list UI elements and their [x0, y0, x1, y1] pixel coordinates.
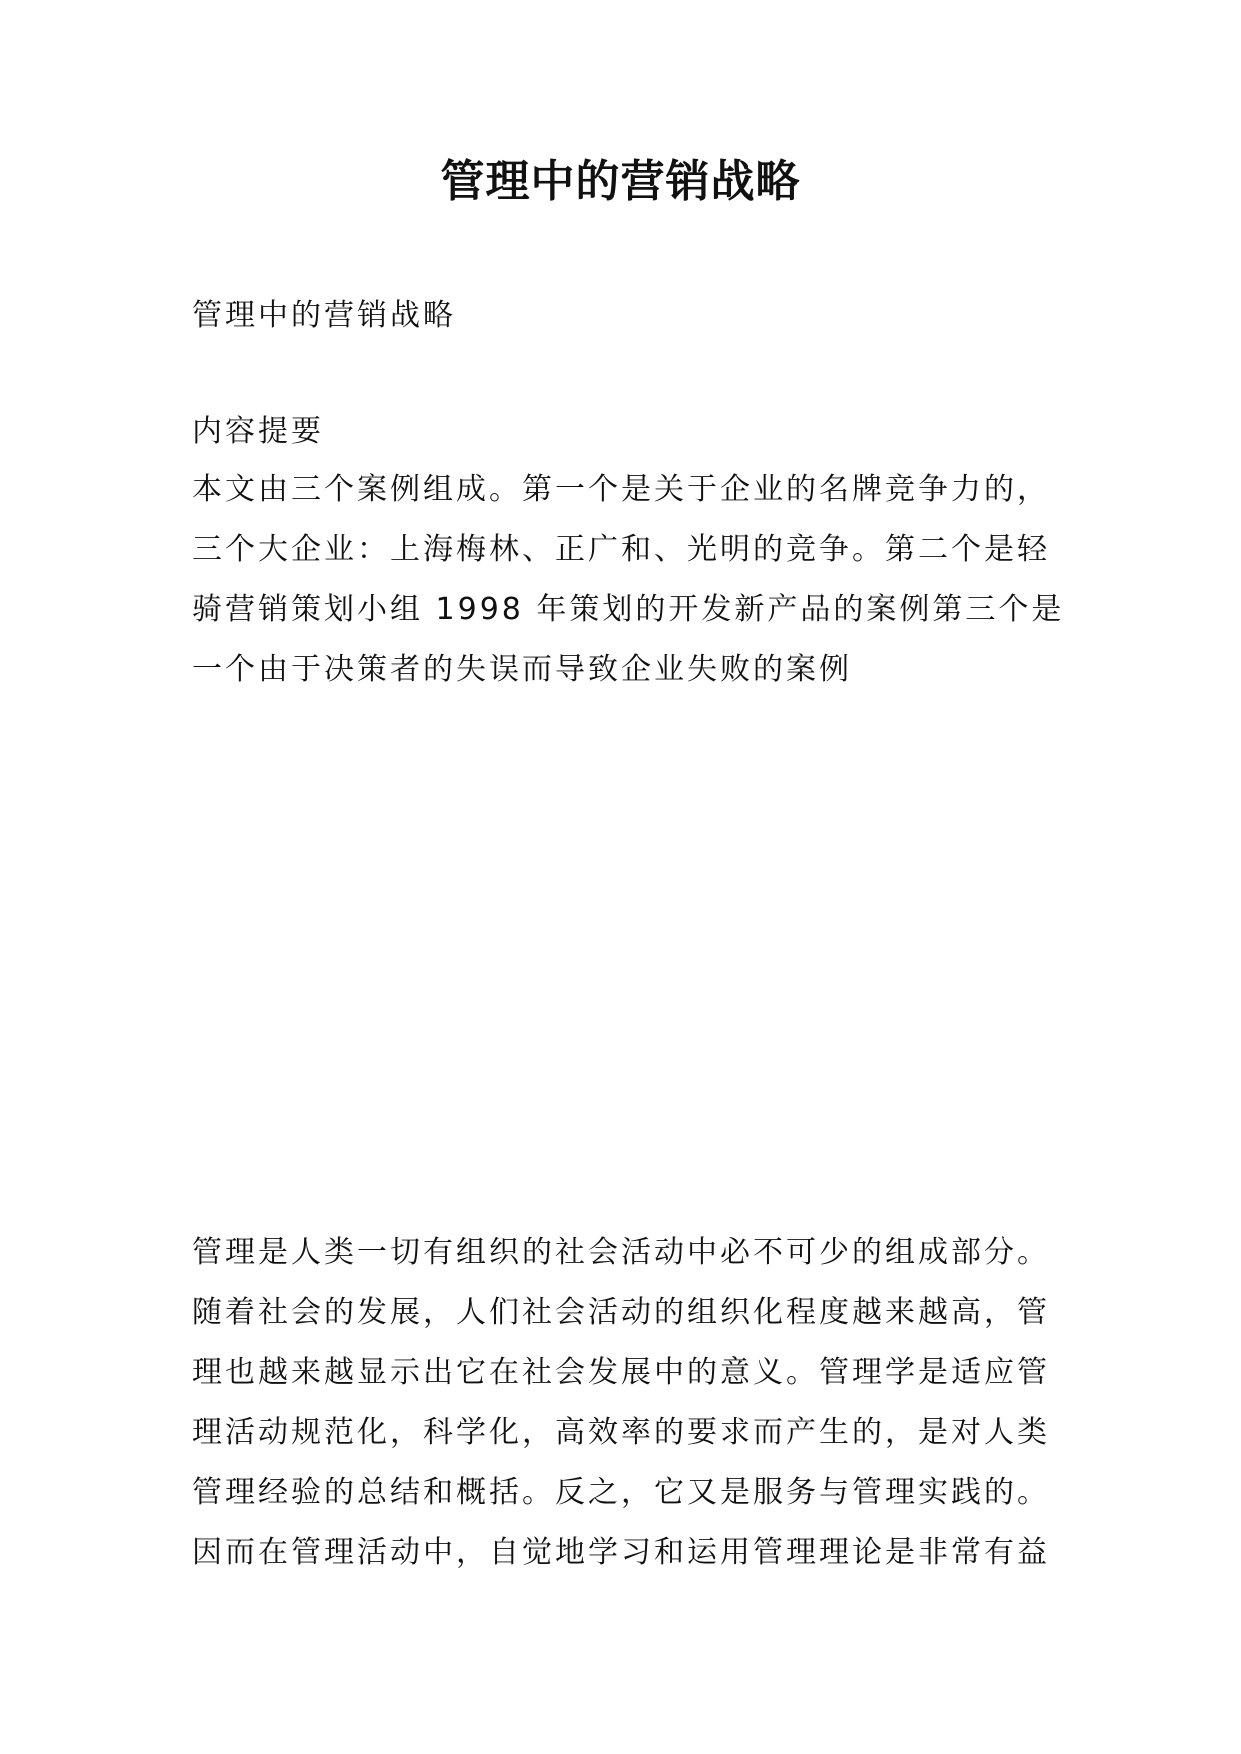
body-paragraph-line: 因而在管理活动中，自觉地学习和运用管理理论是非常有益 [192, 1535, 1050, 1570]
summary-line: 一个由于决策者的失误而导致企业失败的案例 [192, 652, 852, 687]
summary-heading: 内容提要 [192, 414, 324, 449]
body-paragraph-line: 理活动规范化，科学化，高效率的要求而产生的，是对人类 [192, 1415, 1050, 1450]
body-paragraph-line: 管理是人类一切有组织的社会活动中必不可少的组成部分。 [192, 1235, 1050, 1270]
summary-line: 骑营销策划小组 1998 年策划的开发新产品的案例第三个是 [192, 592, 1065, 627]
body-paragraph-line: 随着社会的发展，人们社会活动的组织化程度越来越高，管 [192, 1295, 1050, 1330]
document-subtitle: 管理中的营销战略 [192, 298, 456, 333]
summary-line: 本文由三个案例组成。第一个是关于企业的名牌竞争力的， [192, 472, 1050, 507]
body-paragraph-line: 理也越来越显示出它在社会发展中的意义。管理学是适应管 [192, 1355, 1050, 1390]
summary-line: 三个大企业：上海梅林、正广和、光明的竞争。第二个是轻 [192, 532, 1050, 567]
document-title: 管理中的营销战略 [440, 156, 801, 207]
body-paragraph-line: 管理经验的总结和概括。反之，它又是服务与管理实践的。 [192, 1475, 1050, 1510]
